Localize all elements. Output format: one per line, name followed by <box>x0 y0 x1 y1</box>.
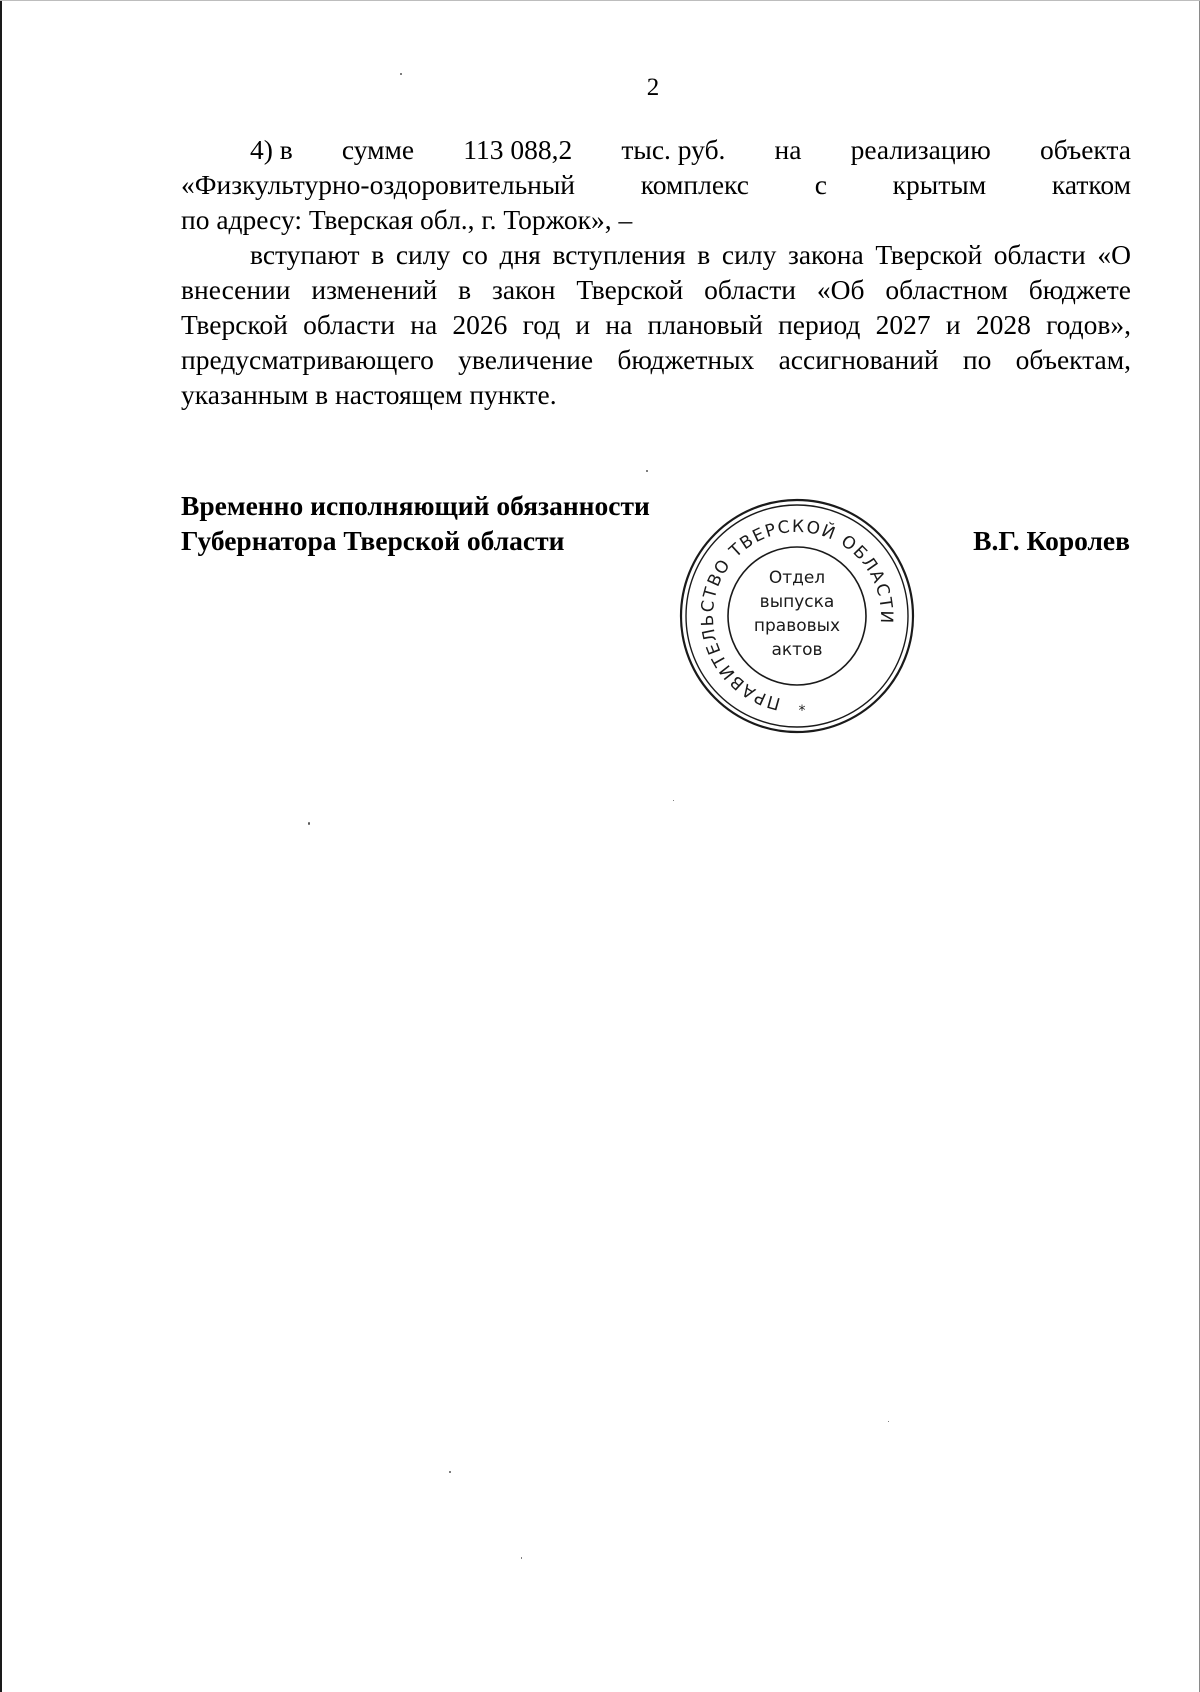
page-number: 2 <box>646 74 660 101</box>
signatory-name: В.Г. Королев <box>973 525 1130 556</box>
item-4-amount: 113 088,2 <box>463 134 573 165</box>
item-4-line-2 <box>181 167 1131 202</box>
item-4-word: комплекс <box>640 169 749 200</box>
item-4-word: крытым <box>892 169 987 200</box>
item-4-line-1 <box>181 132 1131 167</box>
stamp-center-line: выпуска <box>759 592 835 612</box>
scan-speck <box>673 800 674 801</box>
item-4-word: с <box>814 169 827 200</box>
item-4-word: сумме <box>341 134 415 165</box>
scan-speck <box>521 1557 522 1559</box>
item-4-word: 4) в <box>250 134 293 165</box>
stamp-center-line: правовых <box>753 616 841 636</box>
scan-speck <box>888 1421 889 1422</box>
item-4-word: на <box>774 134 802 165</box>
scan-edge-top <box>0 0 1200 1</box>
signatory-title <box>181 488 650 558</box>
stamp-star: * <box>798 703 806 719</box>
scan-speck <box>449 1471 451 1473</box>
item-4-word: тыс. руб. <box>621 134 726 165</box>
scan-speck <box>646 470 648 472</box>
item-4-line-3: по адресу: Тверская обл., г. Торжок», – <box>181 204 633 235</box>
item-4-word: объекта <box>1039 134 1131 165</box>
signatory-title-line: Губернатора Тверской области <box>181 525 565 556</box>
item-4-word: реализацию <box>850 134 991 165</box>
scan-speck <box>400 73 402 75</box>
document-body <box>181 132 1131 412</box>
scan-edge-left <box>0 0 2 1692</box>
stamp-ring-text: ПРАВИТЕЛЬСТВО ТВЕРСКОЙ ОБЛАСТИ <box>697 516 897 714</box>
stamp-center-line: актов <box>771 640 823 660</box>
stamp-center-line: Отдел <box>768 568 826 588</box>
signatory-title-line: Временно исполняющий обязанности <box>181 490 650 521</box>
item-4-word: катком <box>1051 169 1131 200</box>
scan-speck <box>308 822 310 825</box>
item-4-word: «Физкультурно-оздоровительный <box>181 169 576 200</box>
official-stamp <box>678 497 916 735</box>
effective-clause-paragraph: вступают в силу со дня вступления в силу закона Тверской области «О внесении изменений в закон Тверской области «Об областном бюджете Тверской области на 2026 год и на плановый период 2027 и 2028 годов», предусматривающего увеличение бюджетных ассигнований по объектам, указанным в настоящем пункте. <box>181 239 1131 410</box>
